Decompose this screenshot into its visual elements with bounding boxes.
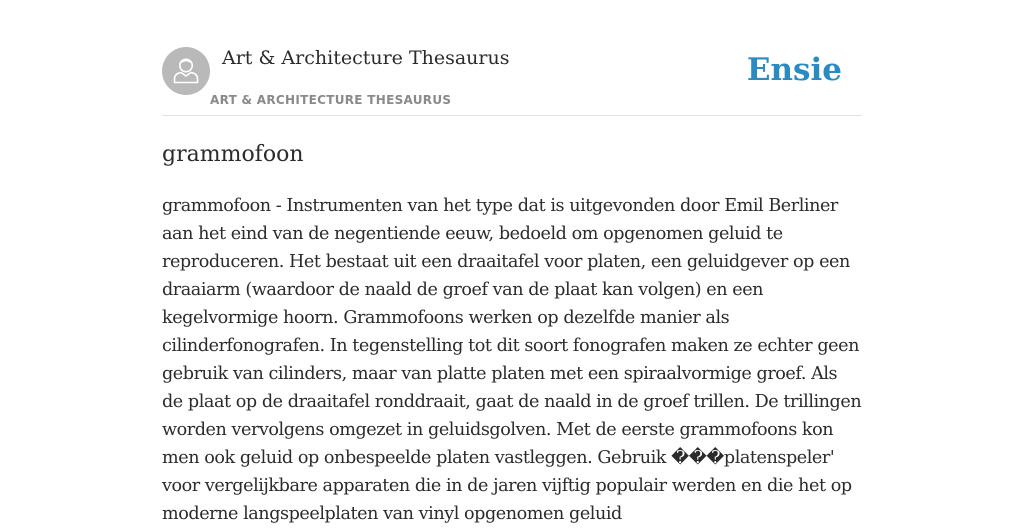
- brand-logo[interactable]: Ensie: [746, 52, 842, 88]
- content-container: [162, 0, 862, 528]
- page-title: grammofoon: [162, 142, 304, 167]
- user-icon: [162, 47, 210, 95]
- article-body: grammofoon - Instrumenten van het type dat is uitgevonden door Emil Berliner aan het eind van de negentiende eeuw, bedoeld om opgenomen geluid te reproduceren. Het bestaat uit een draaitafel voor platen, een geluidgever op een draaiarm (waardoor de naald de groef van de plaat kan volgen) en een kegelvormige hoorn. Grammofoons werken op dezelfde manier als cilinderfonografen. In tegenstelling tot dit soort fonografen maken ze echter geen gebruik van cilinders, maar van platte platen met een spiraalvormige groef. Als de plaat op de draaitafel ronddraait, gaat de naald in de groef trillen. De trillingen worden vervolgens omgezet in geluidsgolven. Met de eerste grammofoons kon men ook geluid op onbespeelde platen vastleggen. Gebruik ���platenspeler' voor vergelijkbare apparaten die in de jaren vijftig populair werden en die het op moderne langspeelplaten van vinyl opgenomen geluid: [162, 196, 862, 524]
- header: [162, 0, 862, 116]
- avatar[interactable]: [162, 47, 210, 95]
- author-name[interactable]: Art & Architecture Thesaurus: [222, 47, 510, 69]
- source-label[interactable]: ART & ARCHITECTURE THESAURUS: [210, 93, 452, 107]
